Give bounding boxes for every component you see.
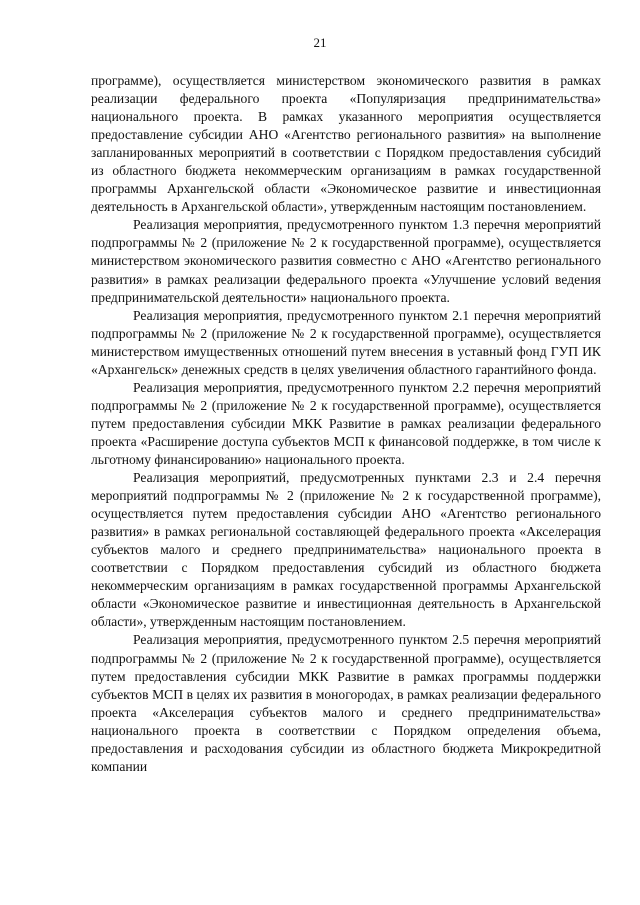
paragraph: Реализация мероприятия, предусмотренного пунктом 1.3 перечня мероприятий подпрограммы № 2 (приложение № 2 к государственной программе), осуществляется министерством экономического развития совместно с АНО «Агентство регионального развития» в рамках реализации федерального проекта «Улучшение условий ведения предпринимательской деятельности» национального проекта.	[91, 217, 601, 305]
body-text	[91, 72, 601, 776]
paragraph: Реализация мероприятия, предусмотренного пунктом 2.2 перечня мероприятий подпрограммы № 2 (приложение № 2 к государственной программе), осуществляется путем предоставления субсидии МКК Развитие в рамках реализации федерального проекта «Расширение доступа субъектов МСП к финансовой поддержке, в том числе к льготному финансированию» национального проекта.	[91, 379, 601, 467]
paragraph: Реализация мероприятия, предусмотренного пунктом 2.1 перечня мероприятий подпрограммы № 2 (приложение № 2 к государственной программе), осуществляется министерством имущественных отношений путем внесения в уставный фонд ГУП ИК «Архангельск» денежных средств в целях увеличения областного гарантийного фонда.	[91, 307, 601, 377]
paragraph: Реализация мероприятий, предусмотренных пунктами 2.3 и 2.4 перечня мероприятий подпрограммы № 2 (приложение № 2 к государственной программе), осуществляется путем предоставления субсидии АНО «Агентство регионального развития» в рамках региональной составляющей федерального проекта «Акселерация субъектов малого и среднего предпринимательства» национального проекта в соответствии с Порядком предоставления субсидий из областного бюджета некоммерческим организациям в рамках государственной программы Архангельской области «Экономическое развитие и инвестиционная деятельность в Архангельской области», утвержденным настоящим постановлением.	[91, 470, 601, 630]
paragraph: программе), осуществляется министерством экономического развития в рамках реализации федерального проекта «Популяризация предпринимательства» национального проекта. В рамках указанного мероприятия осуществляется предоставление субсидии АНО «Агентство регионального развития» на выполнение запланированных мероприятий в соответствии с Порядком предоставления субсидий из областного бюджета некоммерческим организациям в рамках государственной программы Архангельской области «Экономическое развитие и инвестиционная деятельность в Архангельской области», утвержденным настоящим постановлением.	[91, 73, 601, 215]
paragraph: Реализация мероприятия, предусмотренного пунктом 2.5 перечня мероприятий подпрограммы № 2 (приложение № 2 к государственной программе), осуществляется путем предоставления субсидии МКК Развитие в рамках программы поддержки субъектов МСП в целях их развития в моногородах, в рамках реализации федерального проекта «Акселерация субъектов малого и среднего предпринимательства» национального проекта в соответствии с Порядком определения объема, предоставления и расходования субсидии из областного бюджета Микрокредитной компании	[91, 632, 601, 774]
page-number: 21	[313, 35, 327, 50]
